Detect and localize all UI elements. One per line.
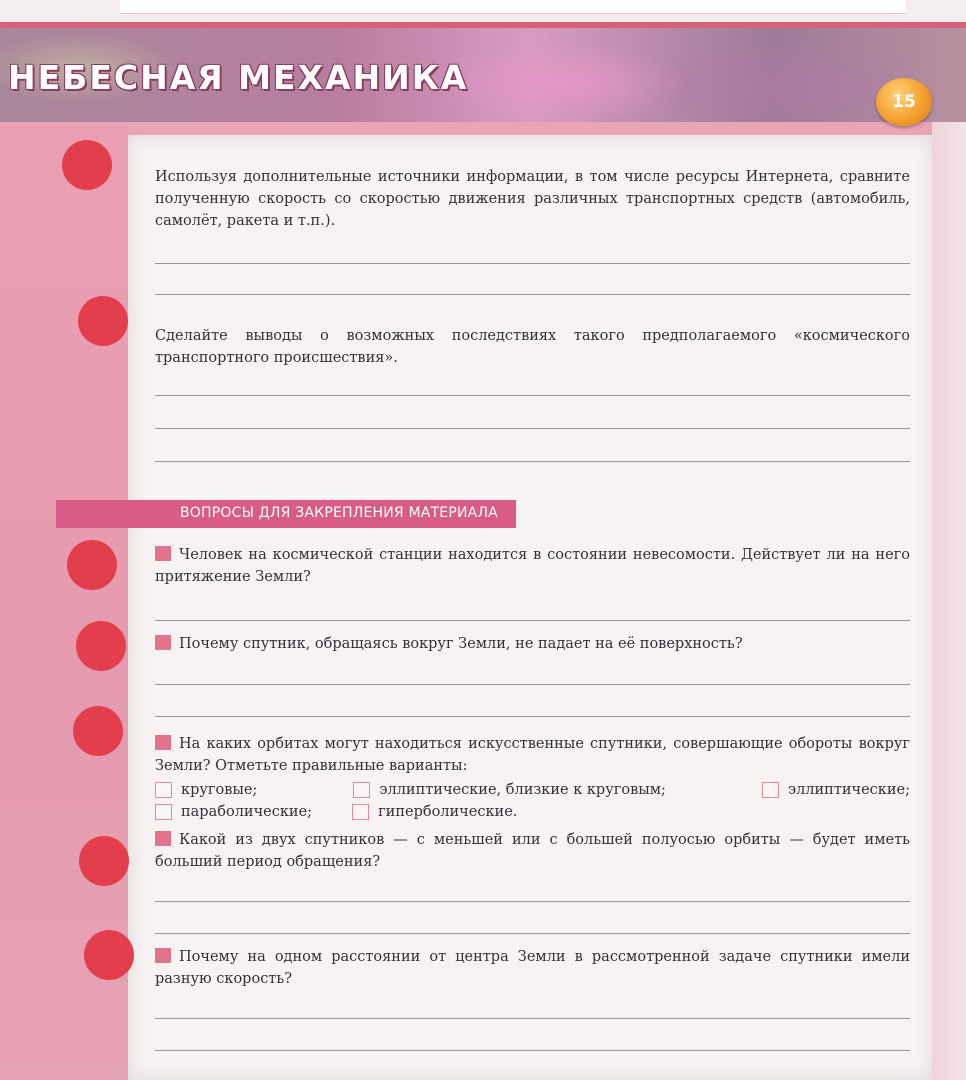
question-marker xyxy=(67,540,117,590)
answer-line[interactable] xyxy=(155,1050,910,1051)
task-1-text: Используя дополнительные источники информации, в том числе ресурсы Интернета, сравните полученную скорость со скоростью движения различных транспортных средств (автомобиль, самолёт, ракета и т.п.). xyxy=(155,169,910,229)
checkbox[interactable] xyxy=(353,782,370,798)
option-label: гиперболические. xyxy=(378,804,518,820)
orbit-options-row-1 xyxy=(155,779,910,801)
right-margin xyxy=(932,122,966,1080)
question-4-text: Какой из двух спутников — с меньшей или с большей полуосью орбиты — будет иметь больший период обращения? xyxy=(155,832,910,870)
option-near-circular-elliptic[interactable] xyxy=(353,779,666,801)
question-4 xyxy=(155,829,910,873)
question-3 xyxy=(155,733,910,777)
question-1-text: Человек на космической станции находится в состоянии невесомости. Действует ли на него притяжение Земли? xyxy=(155,547,910,585)
previous-page-edge xyxy=(120,0,906,14)
answer-line[interactable] xyxy=(155,428,910,429)
answer-line[interactable] xyxy=(155,395,910,396)
option-label: эллиптические, близкие к круговым; xyxy=(379,782,666,798)
question-marker xyxy=(79,836,129,886)
answer-line[interactable] xyxy=(155,294,910,295)
answer-line[interactable] xyxy=(155,461,910,462)
chapter-header xyxy=(0,22,966,122)
chapter-title: НЕБЕСНАЯ МЕХАНИКА xyxy=(8,58,469,97)
answer-line[interactable] xyxy=(155,620,910,621)
answer-line[interactable] xyxy=(155,263,910,264)
question-2-text: Почему спутник, обращаясь вокруг Земли, не падает на её поверхность? xyxy=(179,636,743,652)
page-number-badge: 15 xyxy=(876,78,932,126)
answer-line[interactable] xyxy=(155,684,910,685)
checkbox[interactable] xyxy=(762,782,779,798)
previous-page-strip xyxy=(0,0,966,22)
option-label: круговые; xyxy=(181,782,258,798)
answer-line[interactable] xyxy=(155,1018,910,1019)
square-bullet-icon xyxy=(155,735,171,750)
checkbox[interactable] xyxy=(155,804,172,820)
task-marker xyxy=(78,296,128,346)
question-1 xyxy=(155,544,910,588)
option-label: параболические; xyxy=(181,804,313,820)
option-hyperbolic[interactable] xyxy=(352,801,517,823)
question-marker xyxy=(84,930,134,980)
task-2-text: Сделайте выводы о возможных последствиях такого предполагаемого «космического транспортного происшествия». xyxy=(155,328,910,366)
checkbox[interactable] xyxy=(352,804,369,820)
question-3-text: На каких орбитах могут находиться искусственные спутники, совершающие обороты вокруг Земли? Отметьте правильные варианты: xyxy=(155,736,910,774)
square-bullet-icon xyxy=(155,546,171,561)
square-bullet-icon xyxy=(155,831,171,846)
question-marker xyxy=(76,621,126,671)
option-label: эллиптические; xyxy=(787,782,910,798)
option-circular[interactable] xyxy=(155,779,257,801)
question-5-text: Почему на одном расстоянии от центра Земли в рассмотренной задаче спутники имели разную скорость? xyxy=(155,949,910,987)
answer-line[interactable] xyxy=(155,716,910,717)
checkbox[interactable] xyxy=(155,782,172,798)
section-title: ВОПРОСЫ ДЛЯ ЗАКРЕПЛЕНИЯ МАТЕРИАЛА xyxy=(180,505,498,521)
option-parabolic[interactable] xyxy=(155,801,312,823)
worksheet-paper xyxy=(128,135,932,1080)
answer-line[interactable] xyxy=(155,901,910,902)
square-bullet-icon xyxy=(155,948,171,963)
question-2 xyxy=(155,633,910,655)
orbit-options-row-2 xyxy=(155,801,910,823)
section-banner xyxy=(56,500,516,528)
option-elliptic[interactable] xyxy=(762,779,910,801)
question-5 xyxy=(155,946,910,990)
square-bullet-icon xyxy=(155,635,171,650)
answer-line[interactable] xyxy=(155,933,910,934)
task-marker xyxy=(62,140,112,190)
question-marker xyxy=(73,706,123,756)
